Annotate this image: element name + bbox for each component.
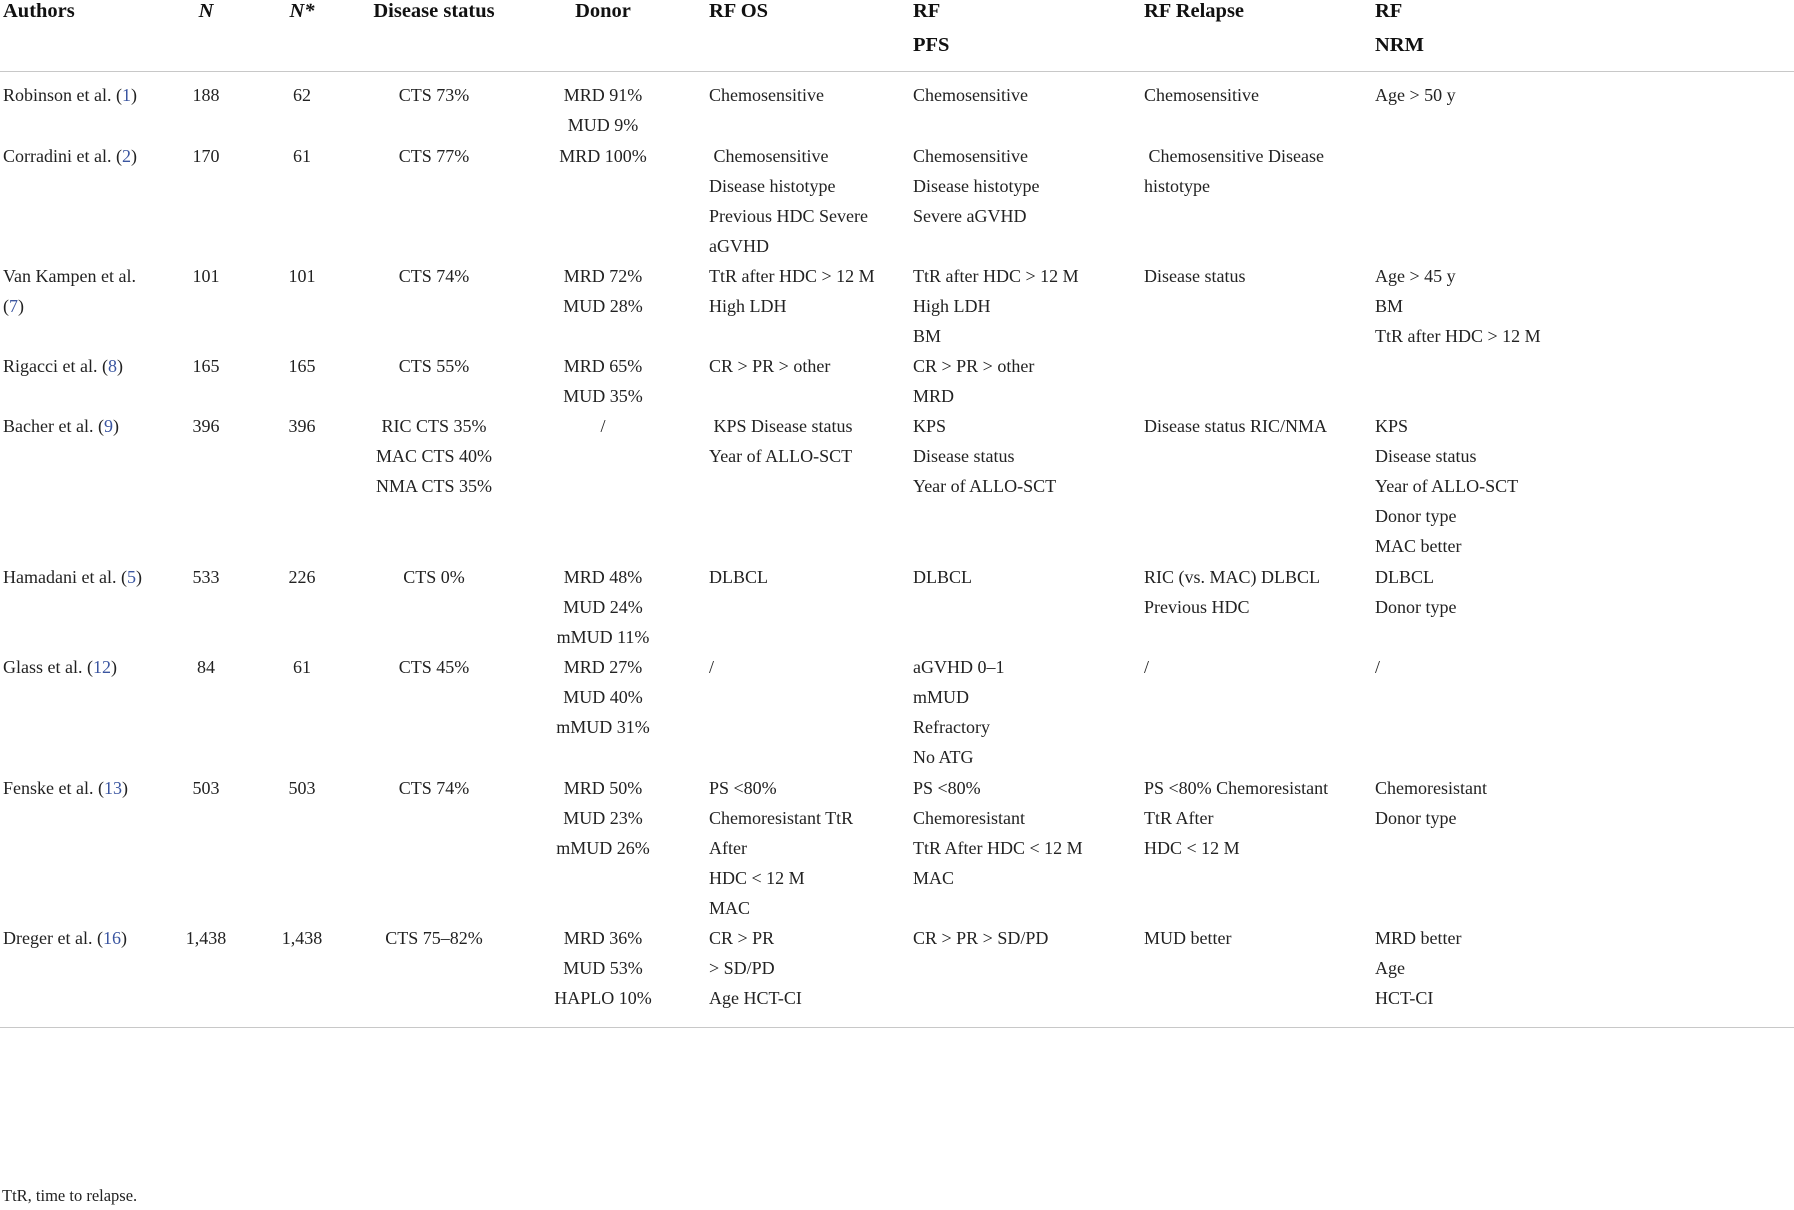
cell-line: PS <80% Chemoresistant [1144,778,1329,798]
cell-line: Chemoresistant [1375,778,1487,798]
cell-line: CTS 55% [398,356,470,376]
cell-line: aGVHD 0–1 [913,657,1005,677]
cell-authors [3,351,163,381]
cell-rf-relapse [1144,80,1364,110]
cell-line: CR > PR > other [709,356,831,376]
cell-line: MUD 9% [567,115,639,136]
header-text: RF OS [709,0,769,22]
cell-line: HDC < 12 M [1144,838,1240,859]
author-text: ) [121,778,128,798]
cell-line: NMA CTS 35% [375,476,492,497]
cell-rf-pfs [913,351,1133,411]
cell-line: DLBCL [709,567,769,587]
cell-authors [3,652,163,682]
author-text: Bacher et al. ( [3,416,104,436]
cell-donor [520,411,686,441]
cell-line: MRD 72% [563,266,643,286]
author-line [3,652,163,682]
cell-line: / [600,416,606,436]
cell-rf-os [709,141,909,261]
cell-line: Age [1375,958,1405,979]
n-value: 503 [192,778,220,798]
cell-line: HDC < 12 M [709,868,805,889]
author-text: ) [110,657,117,677]
cell-line: TtR after HDC > 12 M [709,266,875,286]
cell-line: CTS 74% [398,266,470,286]
cell-rf-os [709,411,909,471]
author-text: ) [130,146,137,166]
header-rf-nrm [1375,0,1575,62]
author-text: Corradini et al. ( [3,146,122,166]
author-line [3,562,163,592]
cell-line: Disease histotype [709,176,836,197]
cell-line: CTS 45% [398,657,470,677]
cell-rf-relapse [1144,261,1364,291]
cell-line: Chemosensitive [913,146,1028,166]
n-star-value: 101 [288,266,316,286]
cell-disease-status [354,261,514,291]
cell-line: / [1375,657,1381,677]
cell-line: CTS 73% [398,85,470,105]
cell-authors [3,261,163,321]
cell-n-star [250,411,354,441]
author-text: ) [135,567,142,587]
cell-line: Year of ALLO-SCT [709,446,853,467]
cell-line: Previous HDC Severe [709,206,868,227]
cell-line: CR > PR [709,928,775,948]
cell-line: PS <80% [913,778,981,798]
cell-line: MUD 23% [563,808,643,829]
cell-line: BM [1375,296,1404,317]
cell-line: Disease histotype [913,176,1040,197]
cell-rf-relapse [1144,923,1364,953]
author-text: ( [3,296,9,317]
cell-authors [3,923,163,953]
cell-line: CR > PR > SD/PD [913,928,1049,948]
cell-rf-pfs [913,773,1133,893]
cell-n [156,80,256,110]
cell-rf-relapse [1144,411,1364,441]
cell-line: Disease status [1375,446,1477,467]
cell-rf-relapse [1144,652,1364,682]
cell-disease-status [354,80,514,110]
cell-line: MUD 53% [563,958,643,979]
cell-line: After [709,838,747,859]
cell-donor [520,923,686,1013]
cell-line: mMUD [913,687,970,708]
cell-authors [3,773,163,803]
n-value: 396 [192,416,220,436]
reference-link[interactable]: 13 [103,778,122,798]
cell-n-star [250,923,354,953]
cell-line: Chemosensitive [913,85,1028,105]
author-text: ) [116,356,123,376]
header-text: Donor [575,0,631,22]
table-bottom-divider [0,1027,1794,1028]
cell-line: MAC CTS 40% [375,446,492,467]
cell-line: RIC (vs. MAC) DLBCL [1144,567,1321,587]
cell-n-star [250,773,354,803]
cell-line: MUD 35% [563,386,643,407]
author-line [3,411,163,441]
reference-link[interactable]: 2 [121,146,131,166]
author-text: ) [112,416,119,436]
cell-line: Disease status [1144,266,1246,286]
author-text: ) [18,296,24,317]
cell-line: CTS 75–82% [385,928,483,948]
cell-rf-relapse [1144,562,1364,622]
header-text: Disease status [373,0,495,22]
n-value: 188 [192,85,220,105]
cell-line: Chemosensitive [709,85,824,105]
cell-line: HCT-CI [1375,988,1434,1009]
cell-line: CR > PR > other [913,356,1035,376]
cell-line: KPS Disease status [709,416,853,436]
header-text: N* [289,0,315,22]
n-star-value: 62 [293,85,311,105]
cell-n [156,261,256,291]
author-text: ) [131,85,137,105]
cell-rf-nrm [1375,652,1575,682]
cell-rf-os [709,80,909,110]
cell-line: TtR after HDC > 12 M [913,266,1079,286]
cell-line: mMUD 31% [556,717,650,738]
cell-line: MRD better [1375,928,1462,948]
cell-line: MRD [913,386,955,407]
cell-line: > SD/PD [709,958,775,979]
cell-line: MUD 28% [563,296,643,317]
n-star-value: 503 [288,778,316,798]
header-text: PFS [913,34,950,56]
cell-line: MAC [709,898,751,919]
reference-link[interactable]: 1 [122,85,131,105]
cell-rf-pfs [913,411,1133,501]
cell-rf-relapse [1144,141,1364,201]
cell-disease-status [354,773,514,803]
cell-disease-status [354,562,514,592]
cell-line: TtR After [1144,808,1214,829]
author-text: ) [120,928,127,948]
cell-donor [520,261,686,321]
cell-n-star [250,141,354,171]
cell-rf-relapse [1144,773,1364,863]
header-rf-relapse [1144,0,1364,28]
cell-line: MAC better [1375,536,1462,557]
author-text: Van Kampen et al. [3,266,136,286]
cell-donor [520,562,686,652]
cell-line: MRD 27% [563,657,643,677]
cell-line: Age > 50 y [1375,85,1456,105]
header-disease-status [354,0,514,28]
n-value: 84 [197,657,215,677]
n-value: 533 [192,567,220,587]
cell-rf-nrm [1375,923,1575,1013]
author-text: Fenske et al. ( [3,778,104,798]
cell-line: Chemosensitive [1144,85,1259,105]
cell-line: Chemosensitive [709,146,829,166]
n-star-value: 226 [288,567,316,587]
cell-rf-os [709,351,909,381]
cell-line: mMUD 26% [556,838,650,859]
cell-line: CTS 0% [403,567,465,587]
cell-rf-pfs [913,923,1133,953]
cell-donor [520,351,686,411]
header-text: RF [1375,0,1403,22]
cell-line: Year of ALLO-SCT [1375,476,1519,497]
header-donor [520,0,686,28]
cell-donor [520,652,686,742]
cell-n-star [250,652,354,682]
cell-authors [3,562,163,592]
cell-line: Previous HDC [1144,597,1250,618]
reference-link[interactable]: 16 [102,928,121,948]
cell-authors [3,411,163,441]
header-text: RF [913,0,941,22]
header-n [156,0,256,28]
cell-line: MUD 24% [563,597,643,618]
cell-line: BM [913,326,942,347]
cell-line: TtR after HDC > 12 M [1375,326,1541,347]
cell-n-star [250,80,354,110]
cell-disease-status [354,141,514,171]
cell-rf-pfs [913,652,1133,772]
cell-rf-os [709,923,909,1013]
author-text: Dreger et al. ( [3,928,103,948]
cell-line: Disease status [913,446,1015,467]
cell-line: DLBCL [1375,567,1435,587]
cell-n-star [250,351,354,381]
cell-line: High LDH [709,296,787,317]
cell-rf-pfs [913,261,1133,351]
cell-line: DLBCL [913,567,973,587]
cell-line: Donor type [1375,597,1457,618]
author-line [3,923,163,953]
cell-line: MRD 91% [563,85,643,105]
author-line [3,351,163,381]
header-rf-os [709,0,909,28]
cell-line: Age > 45 y [1375,266,1456,286]
cell-line: Chemoresistant [913,808,1025,829]
cell-n [156,562,256,592]
cell-line: RIC CTS 35% [381,416,487,436]
cell-rf-pfs [913,80,1133,110]
cell-n-star [250,562,354,592]
cell-line: Chemosensitive Disease [1144,146,1324,166]
reference-link[interactable]: 8 [107,356,117,376]
n-star-value: 61 [293,657,311,677]
header-text: Authors [3,0,75,22]
n-star-value: 396 [288,416,316,436]
cell-line: Donor type [1375,808,1457,829]
cell-line: Refractory [913,717,990,738]
cell-disease-status [354,923,514,953]
cell-disease-status [354,411,514,501]
cell-n [156,351,256,381]
cell-disease-status [354,652,514,682]
cell-n [156,141,256,171]
cell-line: / [1144,657,1150,677]
n-value: 101 [192,266,220,286]
cell-line: HAPLO 10% [554,988,652,1009]
cell-line: MRD 50% [563,778,643,798]
cell-rf-nrm [1375,411,1575,561]
cell-line: MRD 48% [563,567,643,587]
cell-rf-os [709,652,909,682]
cell-line: Disease status RIC/NMA [1144,416,1327,436]
n-value: 170 [192,146,220,166]
cell-rf-pfs [913,562,1133,592]
n-value: 165 [192,356,220,376]
cell-line: MAC [913,868,955,889]
cell-donor [520,773,686,863]
cell-line: MUD 40% [563,687,643,708]
cell-rf-nrm [1375,261,1575,351]
cell-line: aGVHD [709,236,769,257]
cell-rf-nrm [1375,562,1575,622]
cell-disease-status [354,351,514,381]
cell-rf-os [709,261,909,321]
author-line [3,141,163,171]
author-text: Hamadani et al. ( [3,567,127,587]
cell-line: KPS [913,416,947,436]
cell-donor [520,141,686,171]
cell-n [156,411,256,441]
cell-n [156,652,256,682]
cell-line: Year of ALLO-SCT [913,476,1057,497]
cell-authors [3,141,163,171]
header-n-star [250,0,354,28]
cell-line: CTS 74% [398,778,470,798]
table-footnote: TtR, time to relapse. [2,1186,138,1205]
cell-rf-os [709,773,909,923]
cell-line: MRD 65% [563,356,643,376]
cell-line: PS <80% [709,778,777,798]
cell-line: mMUD 11% [556,627,650,648]
header-text: N [198,0,214,22]
header-text: NRM [1375,34,1424,56]
header-authors [3,0,163,28]
cell-line: No ATG [913,747,974,768]
cell-rf-pfs [913,141,1133,231]
header-text: RF Relapse [1144,0,1245,22]
cell-authors [3,80,163,110]
cell-rf-os [709,562,909,592]
n-star-value: 165 [288,356,316,376]
cell-rf-nrm [1375,80,1575,110]
author-text: Rigacci et al. ( [3,356,108,376]
n-star-value: 1,438 [281,928,323,948]
n-value: 1,438 [185,928,227,948]
cell-line: Donor type [1375,506,1457,527]
cell-n-star [250,261,354,291]
reference-link[interactable]: 12 [92,657,111,677]
header-divider [0,71,1794,72]
author-line [3,773,163,803]
cell-line: MRD 36% [563,928,643,948]
cell-line: CTS 77% [398,146,470,166]
n-star-value: 61 [293,146,311,166]
cell-donor [520,80,686,140]
cell-line: MUD better [1144,928,1232,948]
cell-line: Severe aGVHD [913,206,1027,227]
author-line [3,80,163,110]
cell-n [156,773,256,803]
cell-line: KPS [1375,416,1409,436]
reference-link[interactable]: 5 [126,567,136,587]
cell-rf-nrm [1375,773,1575,833]
header-rf-pfs [913,0,1133,62]
cell-n [156,923,256,953]
author-text: Glass et al. ( [3,657,93,677]
cell-line: TtR After HDC < 12 M [913,838,1083,859]
author-text: Robinson et al. ( [3,85,122,105]
author-line [3,261,163,291]
reference-link[interactable]: 7 [9,296,18,317]
cell-line: Age HCT-CI [709,988,802,1009]
cell-line: histotype [1144,176,1210,197]
cell-line: / [709,657,715,677]
author-line [3,291,163,321]
reference-link[interactable]: 9 [103,416,113,436]
cell-line: Chemoresistant TtR [709,808,854,829]
cell-line: High LDH [913,296,991,317]
cell-line: MRD 100% [559,146,647,166]
